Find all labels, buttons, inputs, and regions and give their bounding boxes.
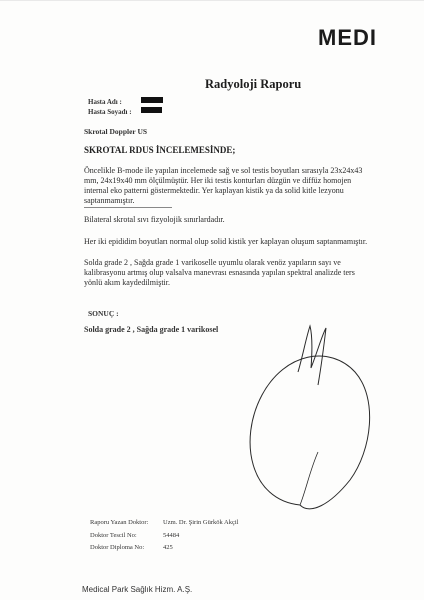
patient-surname-label: Hasta Soyadı :: [88, 108, 132, 116]
patient-name-label: Hasta Adı :: [88, 98, 122, 106]
finding-paragraph-1: Öncelikle B-mode ile yapılan incelemede sağ ve sol testis boyutları sırasıyla 23x24x43 mm, 24x19x40 mm ölçülmüştür. Her iki testis konturları düzgün ve diffüz homojen internal eko patterni göstermektedir. Yer kaplayan kistik ya da solid kitle lezyonu saptanmamıştır.: [84, 166, 363, 205]
diploma-label: Doktor Diploma No:: [90, 544, 145, 551]
writer-label: Raporu Yazan Doktor:: [90, 519, 149, 526]
company-name: Medical Park Sağlık Hizm. A.Ş.: [82, 585, 193, 594]
tescil-value: 54484: [163, 532, 180, 539]
exam-name: Skrotal Doppler US: [84, 127, 148, 136]
section-title: SKROTAL RDUS İNCELEMESİNDE;: [84, 145, 236, 155]
writer-value: Uzm. Dr. Şirin Gürkök Akçil: [163, 519, 239, 526]
finding-paragraph-3: Her iki epididim boyutları normal olup solid kistik yer kaplayan oluşum saptanmamıştır.: [84, 237, 368, 246]
brand-logo: MEDI: [318, 25, 377, 50]
report-title: Radyoloji Raporu: [205, 77, 302, 91]
result-label: SONUÇ :: [88, 309, 119, 318]
finding-paragraph-2: Bilateral skrotal sıvı fizyolojik sınırlardadır.: [84, 215, 225, 224]
tescil-label: Doktor Tescil No:: [90, 532, 137, 539]
result-text: Solda grade 2 , Sağda grade 1 varikosel: [84, 325, 219, 334]
diploma-value: 425: [163, 544, 173, 551]
finding-paragraph-4: Solda grade 2 , Sağda grade 1 varikoselle uyumlu olarak venöz yapıların sayı ve kalibrasyonu artmış olup valsalva manevrası esnasında yapılan spektral analizde ters yönlü akım kaydedilmiştir.: [84, 258, 355, 287]
